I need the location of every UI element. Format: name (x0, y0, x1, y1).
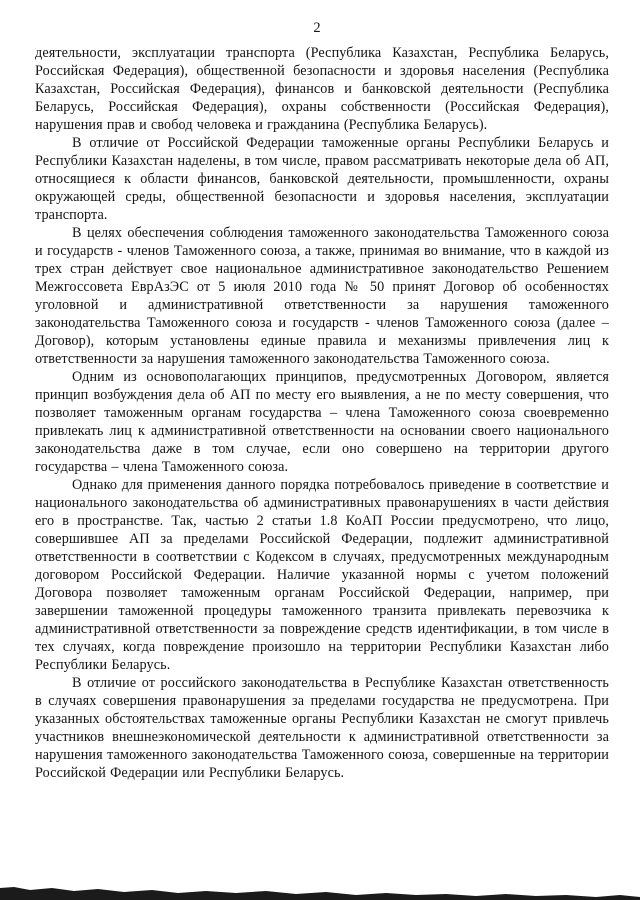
page-number: 2 (313, 20, 321, 36)
scan-edge-artifact (0, 885, 640, 900)
paragraph: Однако для применения данного порядка потребовалось приведение в соответствие и национального законодательства об административных правонарушениях в части действия его в пространстве. Так, частью 2 статьи 1.8 КоАП России предусмотрено, что лицо, совершившее АП за пределами Российской Федерации, подлежит административной ответственности в соответствии с Кодексом в случаях, предусмотренных международным договором Российской Федерации. Наличие указанной нормы с учетом положений Договора позволяет таможенным органам Российской Федерации, например, при завершении таможенной процедуры таможенного транзита привлекать перевозчика к административной ответственности за повреждение средств идентификации, в том числе в тех случаях, когда повреждение произошло на территории Республики Казахстан либо Республики Беларусь. (35, 477, 609, 673)
paragraph: В отличие от российского законодательства в Республике Казахстан ответственность в случаях совершения правонарушения за пределами государства не предусмотрена. При указанных обстоятельствах таможенные органы Республики Казахстан не смогут привлечь участников внешнеэкономической деятельности к административной ответственности за нарушения таможенного законодательства Таможенного союза, совершенные на территории Российской Федерации или Республики Беларусь. (35, 675, 609, 781)
paragraph: деятельности, эксплуатации транспорта (Республика Казахстан, Республика Беларусь, Российская Федерация), общественной безопасности и здоровья населения (Республика Казахстан, Российская Федерация), финансов и банковской деятельности (Республика Беларусь, Российская Федерация), охраны собственности (Российская Федерация), нарушения прав и свобод человека и гражданина (Республика Беларусь). (35, 45, 609, 133)
paragraph: Одним из основополагающих принципов, предусмотренных Договором, является принцип возбуждения дела об АП по месту его выявления, а не по месту совершения, что позволяет таможенным органам государства – члена Таможенного союза своевременно привлекать лиц к административной ответственности на основании своего национального законодательства даже в том случае, если оно совершено на территории другого государства – члена Таможенного союза. (35, 369, 609, 475)
paragraph: В отличие от Российской Федерации таможенные органы Республики Беларусь и Республики Казахстан наделены, в том числе, правом рассматривать некоторые дела об АП, относящиеся к области финансов, банковской деятельности, промышленности, охраны окружающей среды, общественной безопасности и здоровья населения, эксплуатации транспорта. (35, 135, 609, 223)
document-body (35, 44, 609, 782)
paragraph: В целях обеспечения соблюдения таможенного законодательства Таможенного союза и государств - членов Таможенного союза, а также, принимая во внимание, что в каждой из трех стран действует свое национальное административное законодательство Решением Межгоссовета ЕврАзЭС от 5 июля 2010 года № 50 принят Договор об особенностях уголовной и административной ответственности за нарушения таможенного законодательства Таможенного союза и государств - членов Таможенного союза (далее – Договор), которым установлены единые правила и механизмы привлечения лиц к ответственности за нарушения таможенного законодательства Таможенного союза. (35, 225, 609, 367)
